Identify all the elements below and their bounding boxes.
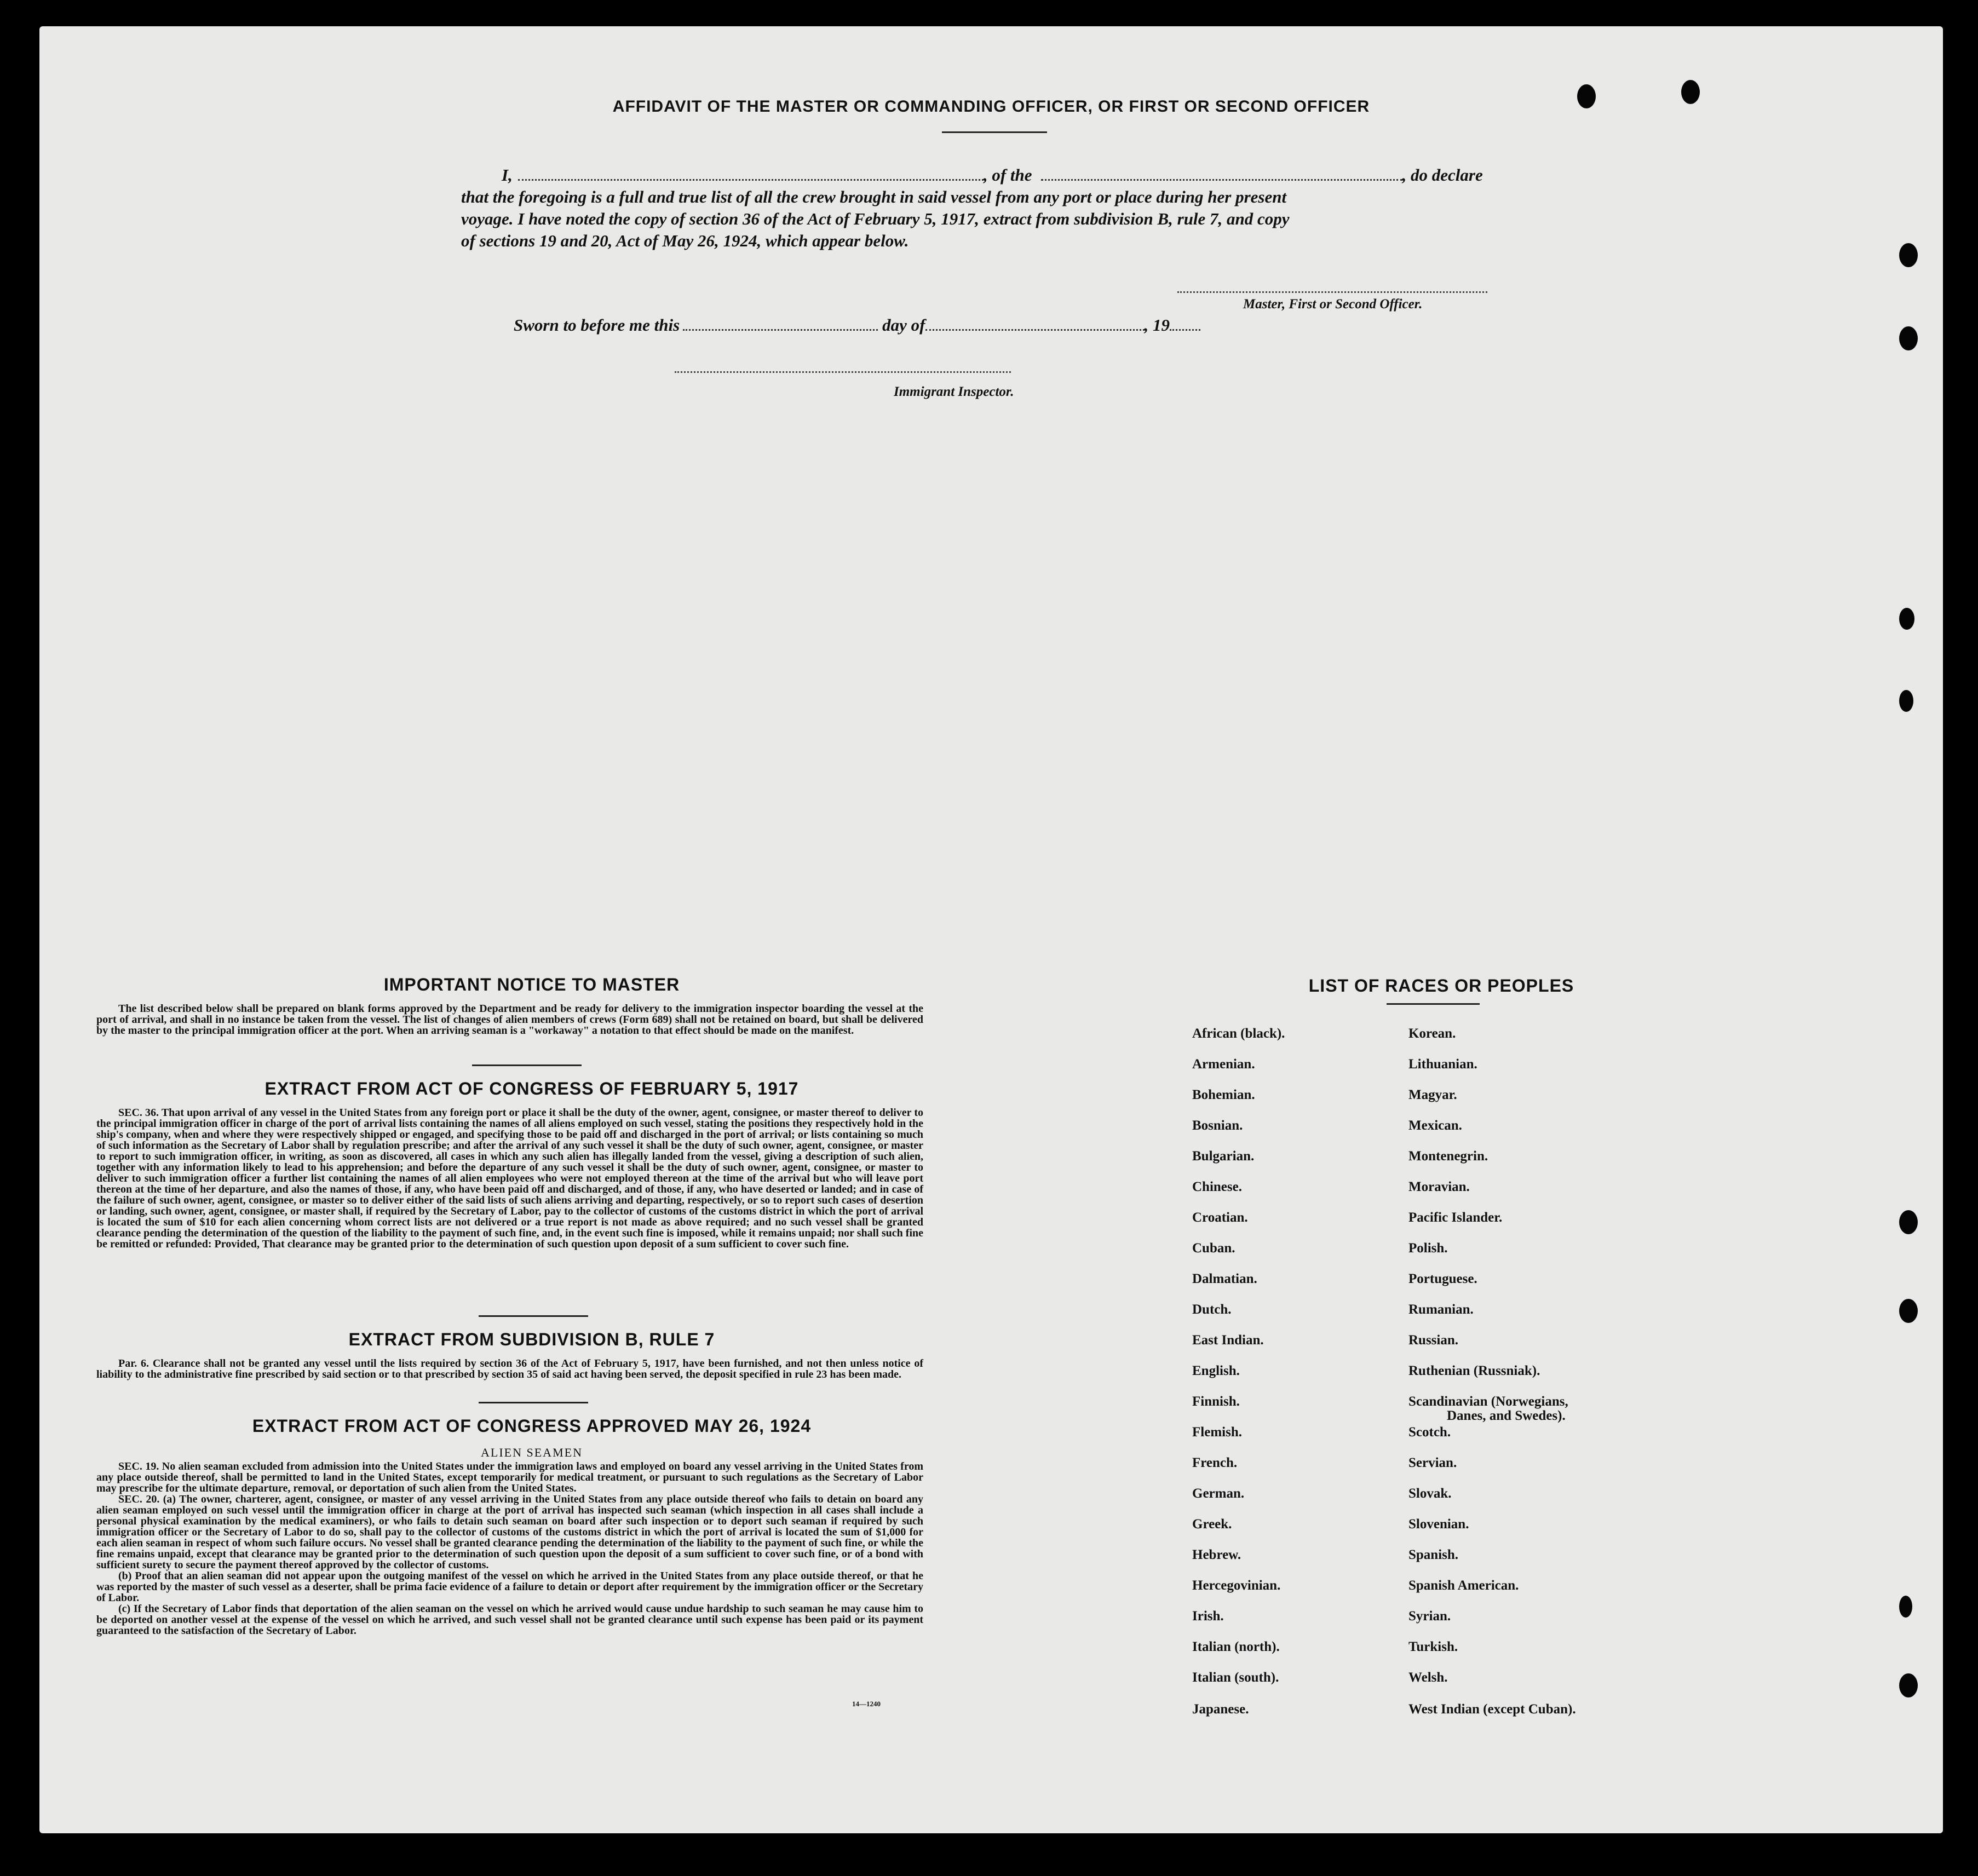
races-title: LIST OF RACES OR PEOPLES [1308, 976, 1574, 995]
sworn-month-field[interactable] [925, 316, 1145, 331]
race-item: Pacific Islander. [1408, 1210, 1503, 1225]
inspector-label: Immigrant Inspector. [894, 384, 1014, 399]
sworn-line [514, 315, 1200, 335]
race-item: Syrian. [1408, 1609, 1451, 1624]
race-item: Montenegrin. [1408, 1149, 1488, 1164]
race-item: Japanese. [1192, 1702, 1249, 1717]
affidavit-body [461, 164, 1573, 252]
race-item: Magyar. [1408, 1087, 1457, 1102]
race-item: Servian. [1408, 1455, 1457, 1470]
race-item: Croatian. [1192, 1210, 1248, 1225]
race-item: Flemish. [1192, 1425, 1242, 1440]
race-item: Slovenian. [1408, 1517, 1469, 1532]
declaration-text: voyage. I have noted the copy of section 36 of the Act of February 5, 1917, extract from subdivision B, rule 7, and copy [461, 209, 1290, 228]
race-item: Scotch. [1408, 1425, 1451, 1440]
race-item: Dutch. [1192, 1302, 1232, 1317]
race-item: French. [1192, 1455, 1238, 1470]
rule7-text: Par. 6. Clearance shall not be granted any vessel until the lists required by section 36 of the Act of February 5, 1917, have been furnished, and not then unless notice of liability to the administrative fine prescribed by said section or to that prescribed by section 35 of said act having been served, the deposit specified in rule 23 has been made. [96, 1357, 923, 1380]
form-sheet [39, 26, 1943, 1833]
punch-hole [1899, 1673, 1918, 1697]
notice-text: The list described below shall be prepared on blank forms approved by the Department and be ready for delivery to the immigration inspector boarding the vessel at the port of arrival, and shall in no instance be taken from the vessel. The list of changes of alien members of crews (Form 689) shall not be retained on board, but shall be delivered by the master to the principal immigration officer at the port. When an arriving seaman is a "workaway" a notation to that effect should be made on the manifest. [96, 1003, 923, 1037]
sworn-label: Sworn to before me this [514, 315, 680, 335]
declaration-text: of sections 19 and 20, Act of May 26, 1924, which appear below. [461, 231, 909, 250]
race-item: Slovak. [1408, 1486, 1452, 1501]
race-item: Chinese. [1192, 1179, 1242, 1194]
vessel-field[interactable] [1041, 166, 1402, 181]
race-item: Hebrew. [1192, 1547, 1241, 1562]
race-item: Spanish. [1408, 1547, 1459, 1562]
race-item: Armenian. [1192, 1057, 1255, 1072]
punch-hole [1899, 1596, 1912, 1618]
extract-1917-title: EXTRACT FROM ACT OF CONGRESS OF FEBRUARY 5, 1917 [264, 1079, 799, 1098]
notice-title: IMPORTANT NOTICE TO MASTER [383, 975, 680, 994]
race-item: East Indian. [1192, 1333, 1264, 1348]
race-item: Turkish. [1408, 1639, 1458, 1654]
race-item: African (black). [1192, 1026, 1285, 1041]
punch-hole [1899, 326, 1918, 350]
sec-19-text: SEC. 19. No alien seaman excluded from admission into the United States under the immigration laws and employed on board any vessel arriving in the United States from any place outside thereof, shall be permitted to land in the United States, except temporarily for medical treatment, or pursuant to such regulations as the Secretary of Labor may prescribe for the ultimate departure, removal, or deportation of such alien from the United States. [96, 1460, 923, 1494]
i-label: I, [502, 165, 513, 185]
race-item: Mexican. [1408, 1118, 1462, 1133]
do-declare-label: , do declare [1402, 165, 1483, 185]
punch-hole [1899, 608, 1914, 630]
punch-hole [1899, 1299, 1918, 1323]
race-item-continuation: Danes, and Swedes). [1447, 1408, 1566, 1423]
alien-seamen-subtitle: ALIEN SEAMEN [481, 1446, 583, 1459]
divider [479, 1315, 588, 1317]
race-item: Polish. [1408, 1241, 1448, 1256]
races-rule [1387, 1003, 1480, 1005]
race-item: Hercegovinian. [1192, 1578, 1281, 1593]
race-item: Dalmatian. [1192, 1271, 1257, 1286]
race-item: Rumanian. [1408, 1302, 1474, 1317]
signature-label: Master, First or Second Officer. [1243, 297, 1423, 312]
declaration-line [461, 164, 1573, 186]
sworn-year-field[interactable] [1170, 316, 1200, 331]
race-item: Korean. [1408, 1026, 1456, 1041]
divider [479, 1402, 588, 1403]
race-item: Moravian. [1408, 1179, 1470, 1194]
extract-1917-text: SEC. 36. That upon arrival of any vessel in the United States from any foreign port or place it shall be the duty of the owner, agent, consignee, or master thereof to deliver to the principal immigration officer in charge of the port of arrival lists containing the names of all aliens employed on such vessel, stating the positions they respectively hold in the ship's company, when and where they were respectively shipped or engaged, and specifying those to be paid off and discharged in the port of arrival; or lists containing so much of such information as the Secretary of Labor shall by regulation prescribe; and after the arrival of any such vessel it shall be the duty of such owner, agent, consignee, or master to report to such immigration officer, in writing, as soon as discovered, all cases in which any such alien has illegally landed from the vessel, giving a description of such alien, together with any information likely to lead to his apprehension; and before the departure of any such vessel it shall be the duty of such owner, agent, consignee, or master to deliver to such immigration officer a further list containing the names of all alien employees who were not employed thereon at the time of the arrival but who will leave port thereon at the time of her departure, and also the names of those, if any, who have been paid off and discharged, and of those, if any, who have deserted or landed; and in case of the failure of such owner, agent, consignee, or master so to deliver either of the said lists of such aliens arriving and departing, respectively, or so to report such cases of desertion or landing, such owner, agent, consignee, or master shall, if required by the Secretary of Labor, pay to the collector of customs of the customs district in which the port of arrival is located the sum of $10 for each alien concerning whom correct lists are not delivered or a true report is not made as above required; and no such vessel shall be granted clearance pending the determination of the question of the liability to the payment of such fine, and, in the event such fine is imposed, while it remains unpaid; nor shall such fine be remitted or refunded: Provided, That clearance may be granted prior to the determination of such question upon deposit of a sum sufficient to cover such fine. [96, 1107, 923, 1250]
punch-hole [1899, 690, 1913, 712]
title-rule [942, 131, 1047, 133]
sec-20c-text: (c) If the Secretary of Labor finds that deportation of the alien seaman on the vessel on which he arrived would cause undue hardship to such seaman he may cause him to be deported on another vessel at the expense of the vessel on which he arrived, and such vessel shall not be granted clearance until such expense has been paid or its payment guaranteed to the satisfaction of the Secretary of Labor. [96, 1603, 923, 1637]
race-item: Italian (south). [1192, 1670, 1279, 1685]
race-item: Portuguese. [1408, 1271, 1477, 1286]
race-item: English. [1192, 1363, 1240, 1378]
sec-20b-text: (b) Proof that an alien seaman did not appear upon the outgoing manifest of the vessel on which he arrived in the United States from any place outside thereof, or that he was reported by the master of such vessel as a deserter, shall be prima facie evidence of a failure to detain or deport after requirement by the immigration officer or the Secretary of Labor. [96, 1570, 923, 1604]
race-item: Scandinavian (Norwegians, [1408, 1394, 1568, 1409]
race-item: Lithuanian. [1408, 1057, 1477, 1072]
race-item: Ruthenian (Russniak). [1408, 1363, 1540, 1378]
name-field[interactable] [518, 166, 984, 181]
year-label: , 19 [1144, 315, 1170, 335]
extract-1924-body [96, 1461, 923, 1636]
of-the-label: , of the [983, 165, 1032, 185]
race-item: Finnish. [1192, 1394, 1240, 1409]
day-of-label: day of [882, 315, 925, 335]
affidavit-title: AFFIDAVIT OF THE MASTER OR COMMANDING OFFICER, OR FIRST OR SECOND OFFICER [612, 97, 1370, 116]
race-item: Bohemian. [1192, 1087, 1255, 1102]
race-item: Spanish American. [1408, 1578, 1519, 1593]
rule7-title: EXTRACT FROM SUBDIVISION B, RULE 7 [348, 1330, 715, 1349]
race-item: Cuban. [1192, 1241, 1235, 1256]
extract-1924-title: EXTRACT FROM ACT OF CONGRESS APPROVED MAY 26, 1924 [252, 1416, 812, 1436]
sec-20a-text: SEC. 20. (a) The owner, charterer, agent, consignee, or master of any vessel arriving in the United States from any place outside thereof who fails to detain on board any alien seaman employed on such vessel until the immigration officer in charge at the port of arrival has inspected such seaman (which inspection in all cases shall include a personal physical examination by the medical examiners), or who fails to detain such seaman on board after such inspection or to deport such seaman if required by such immigration officer or the Secretary of Labor to do so, shall pay to the collector of customs of the customs district in which the port of arrival is located the sum of $1,000 for each alien seaman in respect of whom such failure occurs. No vessel shall be granted clearance pending the determination of the liability to the payment of such fine, or while the fine remains unpaid, except that clearance may be granted prior to the determination of such question upon the deposit of a sum sufficient to cover such fine, or of a bond with sufficient surety to secure the payment thereof approved by the collector of customs. [96, 1493, 923, 1571]
sworn-day-field[interactable] [683, 316, 878, 331]
race-item: Russian. [1408, 1333, 1459, 1348]
race-item: Bulgarian. [1192, 1149, 1255, 1164]
divider [472, 1064, 582, 1066]
signature-line[interactable] [1177, 291, 1487, 293]
race-item: Greek. [1192, 1517, 1232, 1532]
form-number: 14—1240 [852, 1700, 881, 1708]
race-item: German. [1192, 1486, 1245, 1501]
declaration-text: that the foregoing is a full and true list of all the crew brought in said vessel from any port or place during her present [461, 187, 1287, 206]
race-item: Italian (north). [1192, 1639, 1280, 1654]
punch-hole [1899, 1210, 1918, 1234]
punch-hole [1899, 243, 1918, 267]
race-item: Bosnian. [1192, 1118, 1243, 1133]
inspector-signature-line[interactable] [675, 371, 1011, 373]
race-item: Welsh. [1408, 1670, 1448, 1685]
race-item: Irish. [1192, 1609, 1224, 1624]
race-item: West Indian (except Cuban). [1408, 1702, 1576, 1717]
